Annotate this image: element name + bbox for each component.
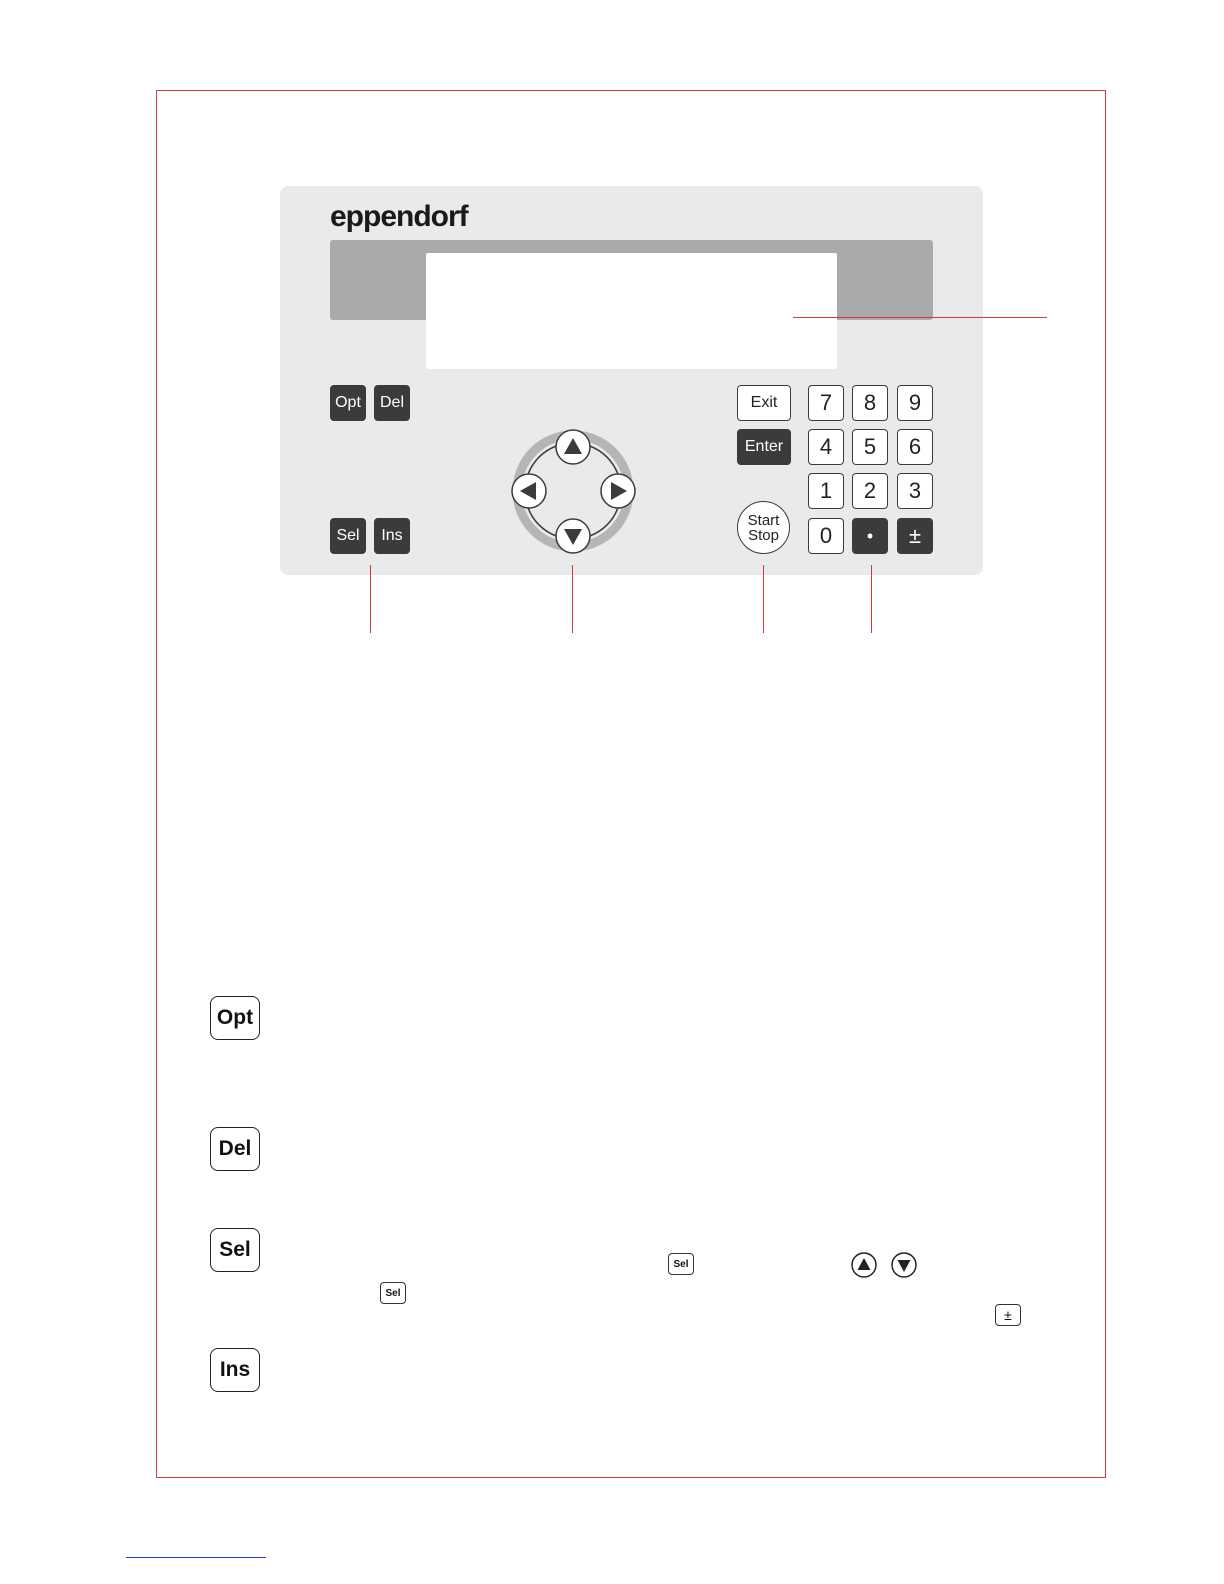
enter-key[interactable]: Enter [737,429,791,465]
digit-4-key[interactable]: 4 [808,429,844,465]
digit-3-key[interactable]: 3 [897,473,933,509]
exit-key[interactable]: Exit [737,385,791,421]
left-arrow-icon[interactable] [512,474,546,508]
start-stop-key[interactable] [737,501,790,554]
stop-label: Stop [748,526,779,544]
opt-key[interactable]: Opt [330,385,366,421]
plus-minus-key[interactable]: ± [897,518,933,554]
del-key[interactable]: Del [374,385,410,421]
digit-5-key[interactable]: 5 [852,429,888,465]
opt-legend-icon: Opt [210,996,260,1040]
display-screen [426,253,837,369]
inline-sel-icon: Sel [668,1253,694,1275]
digit-1-key[interactable]: 1 [808,473,844,509]
inline-up-arrow-icon [851,1252,877,1278]
arrow-pad [505,425,641,561]
del-legend-icon: Del [210,1127,260,1171]
footer-rule [126,1557,266,1558]
down-arrow-icon[interactable] [556,519,590,553]
inline-sel-icon-2: Sel [380,1282,406,1304]
decimal-point-key[interactable]: • [852,518,888,554]
arrow-keys-callout-line [572,565,573,633]
function-keys-callout-line [370,565,371,633]
digit-2-key[interactable]: 2 [852,473,888,509]
numeric-keys-callout-line [871,565,872,633]
digit-0-key[interactable]: 0 [808,518,844,554]
digit-8-key[interactable]: 8 [852,385,888,421]
right-arrow-icon[interactable] [601,474,635,508]
inline-down-arrow-icon [891,1252,917,1278]
display-callout-line [793,317,1047,318]
sel-key[interactable]: Sel [330,518,366,554]
digit-6-key[interactable]: 6 [897,429,933,465]
eppendorf-logo: eppendorf [330,200,468,233]
digit-7-key[interactable]: 7 [808,385,844,421]
inline-plus-minus-icon: ± [995,1304,1021,1326]
up-arrow-icon[interactable] [556,430,590,464]
digit-9-key[interactable]: 9 [897,385,933,421]
start-label: Start [747,511,780,529]
ins-legend-icon: Ins [210,1348,260,1392]
ins-key[interactable]: Ins [374,518,410,554]
start-stop-callout-line [763,565,764,633]
sel-legend-icon: Sel [210,1228,260,1272]
